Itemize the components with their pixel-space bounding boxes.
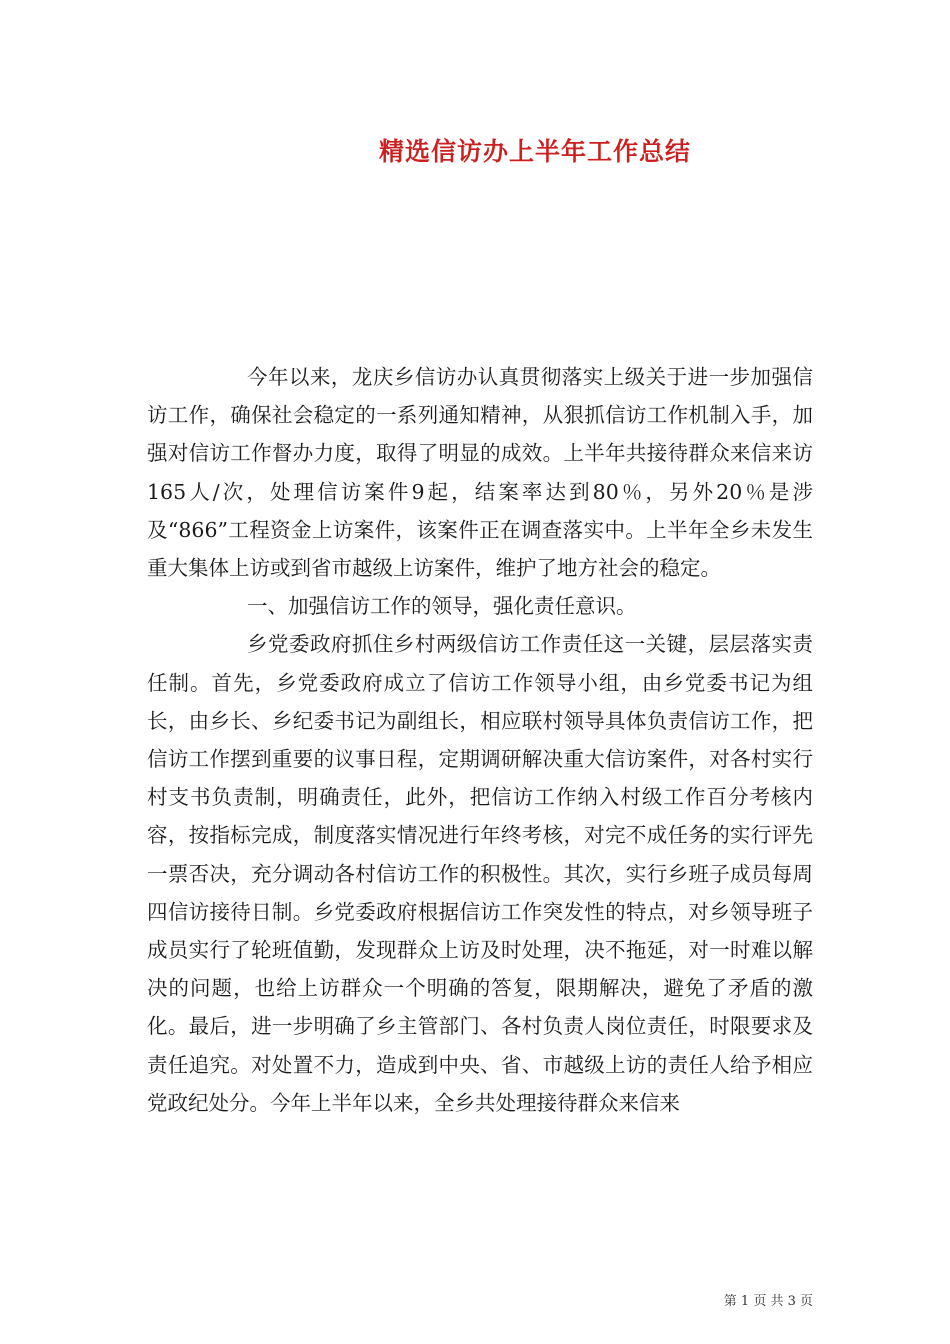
- paragraph-section-body: 乡党委政府抓住乡村两级信访工作责任这一关键，层层落实责任制。首先，乡党委政府成立了信访工作领导小组，由乡党委书记为组长，由乡长、乡纪委书记为副组长，相应联村领导具体负责信访工作，把信访工作摆到重要的议事日程，定期调研解决重大信访案件，对各村实行村支书负责制，明确责任，此外，把信访工作纳入村级工作百分考核内容，按指标完成，制度落实情况进行年终考核，对完不成任务的实行评先一票否决，充分调动各村信访工作的积极性。其次，实行乡班子成员每周四信访接待日制。乡党委政府根据信访工作突发性的特点，对乡领导班子成员实行了轮班值勤，发现群众上访及时处理，决不拖延，对一时难以解决的问题，也给上访群众一个明确的答复，限期解决，避免了矛盾的激化。最后，进一步明确了乡主管部门、各村负责人岗位责任，时限要求及责任追究。对处置不力，造成到中央、省、市越级上访的责任人给予相应党政纪处分。今年上半年以来，全乡共处理接待群众来信来: [147, 632, 813, 1115]
- paragraph-intro: 今年以来，龙庆乡信访办认真贯彻落实上级关于进一步加强信访工作，确保社会稳定的一系列通知精神，从狠抓信访工作机制入手，加强对信访工作督办力度，取得了明显的成效。上半年共接待群众来信来访165人/次，处理信访案件9起，结案率达到80％，另外20％是涉及“866”工程资金上访案件，该案件正在调查落实中。上半年全乡未发生重大集体上访或到省市越级上访案件，维护了地方社会的稳定。: [147, 365, 813, 581]
- document-title: 精选信访办上半年工作总结: [378, 137, 691, 166]
- paragraph-section-heading: 一、加强信访工作的领导，强化责任意识。: [247, 594, 637, 619]
- page-number-footer: 第 1 页 共 3 页: [723, 1294, 813, 1309]
- document-body: [147, 358, 813, 1122]
